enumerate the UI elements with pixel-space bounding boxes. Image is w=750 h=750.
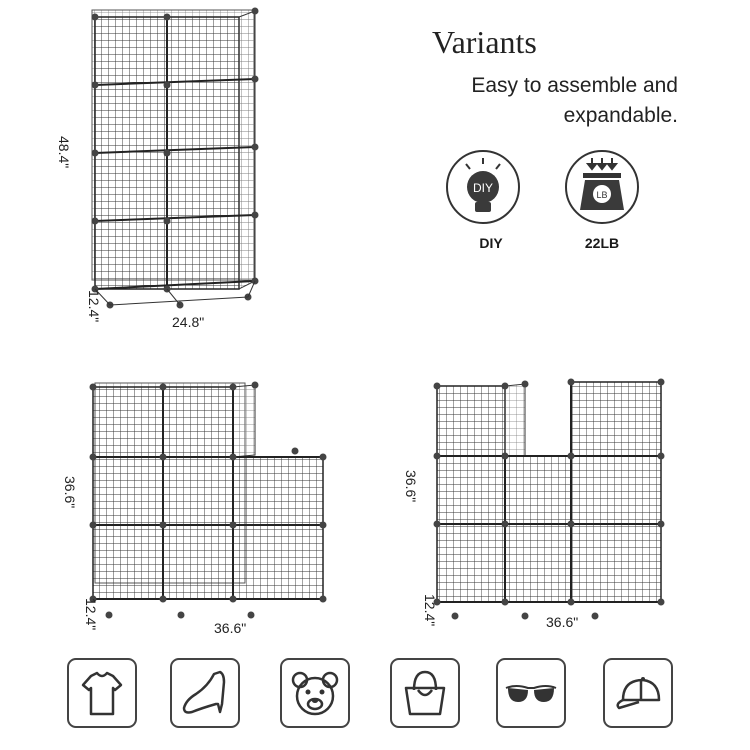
handbag-icon	[392, 660, 458, 726]
weight-label: 22LB	[584, 235, 620, 251]
subtitle-line-2: expandable.	[563, 104, 678, 127]
step-width-label: 36.6"	[214, 620, 247, 636]
use-case-shoes	[170, 658, 240, 728]
use-case-toys	[280, 658, 350, 728]
weight-scale-icon	[567, 152, 637, 222]
cap-icon	[605, 660, 671, 726]
diy-badge-text: DIY	[472, 181, 494, 195]
rack-variant-step	[85, 375, 335, 620]
use-case-accessories	[496, 658, 566, 728]
diy-feature-badge	[446, 150, 520, 224]
weight-feature-badge	[565, 150, 639, 224]
u-shape-height-label: 36.6"	[403, 470, 419, 503]
rack-variant-tall	[80, 5, 270, 315]
weight-badge-text: LB	[596, 190, 608, 200]
use-case-clothing	[67, 658, 137, 728]
sunglasses-icon	[498, 660, 564, 726]
tall-width-label: 24.8"	[172, 314, 205, 330]
u-shape-width-label: 36.6"	[546, 614, 579, 630]
page-title: Variants	[432, 24, 537, 60]
t-shirt-icon	[69, 660, 135, 726]
use-case-hats	[603, 658, 673, 728]
u-shape-depth-label: 12.4"	[422, 594, 438, 627]
subtitle-line-1: Easy to assemble and	[471, 74, 678, 97]
teddy-bear-icon	[282, 660, 348, 726]
tall-depth-label: 12.4"	[86, 290, 102, 323]
tall-height-label: 48.4"	[56, 136, 72, 169]
step-depth-label: 12.4"	[83, 598, 99, 631]
diy-bulb-icon	[448, 152, 518, 222]
rack-variant-u-shape	[425, 372, 680, 617]
step-height-label: 36.6"	[62, 476, 78, 509]
use-case-bags	[390, 658, 460, 728]
diy-label: DIY	[479, 235, 503, 251]
high-heel-icon	[172, 660, 238, 726]
